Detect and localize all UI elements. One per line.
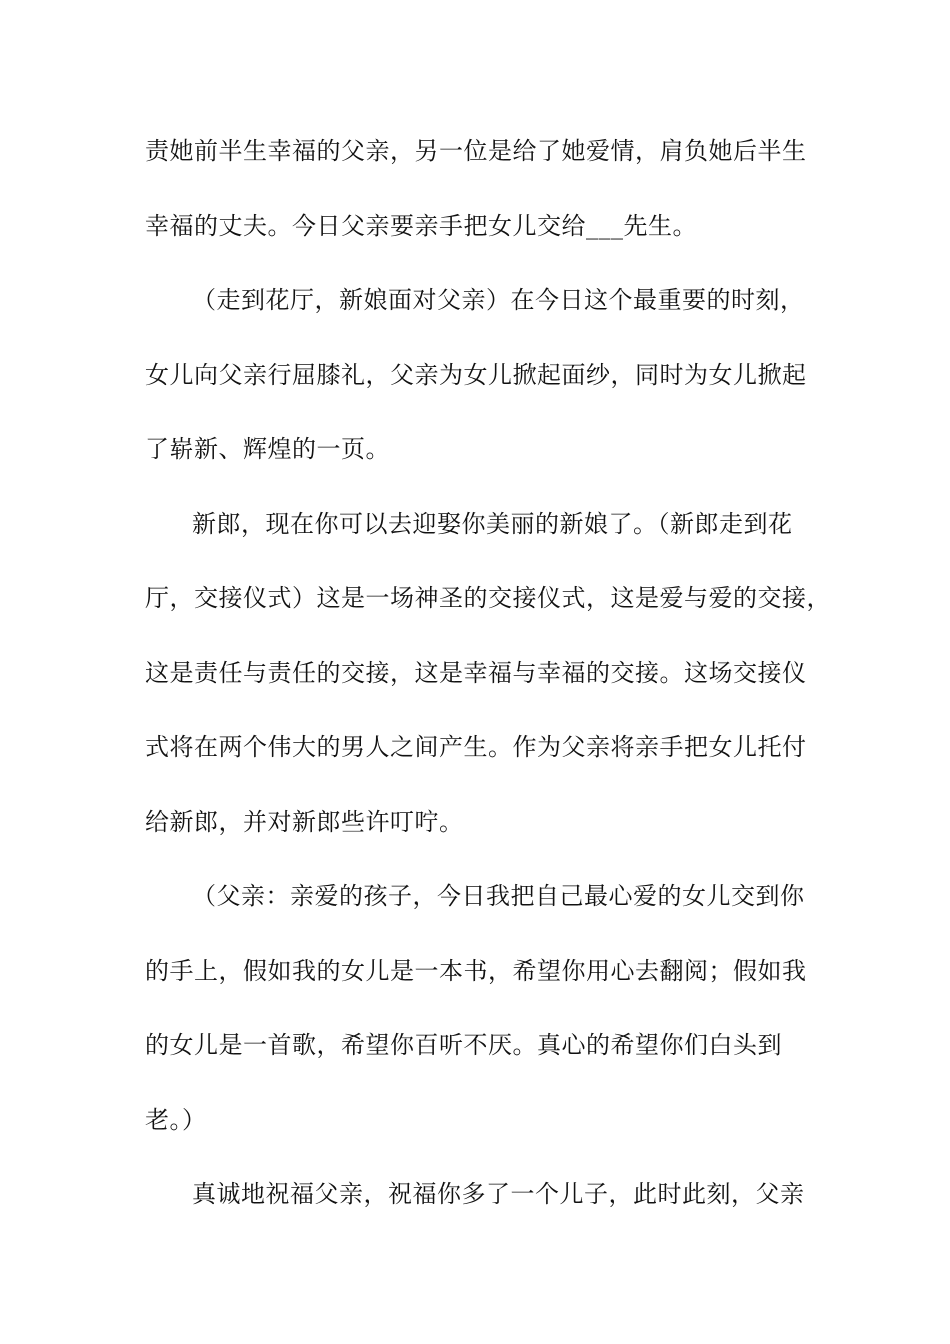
- text-line: 老。）: [145, 1106, 207, 1134]
- text-line: 给新郎，并对新郎些许叮咛。: [145, 808, 464, 836]
- text-line: 的手上，假如我的女儿是一本书，希望你用心去翻阅；假如我: [145, 957, 807, 985]
- text-line: 真诚地祝福父亲，祝福你多了一个儿子，此时此刻，父亲: [192, 1180, 805, 1208]
- text-line: 责她前半生幸福的父亲，另一位是给了她爱情，肩负她后半生: [145, 137, 807, 165]
- text-line: 厅，交接仪式）这是一场神圣的交接仪式，这是爱与爱的交接，: [145, 584, 831, 612]
- text-line: 的女儿是一首歌，希望你百听不厌。真心的希望你们白头到: [145, 1031, 782, 1059]
- text-line: 幸福的丈夫。今日父亲要亲手把女儿交给___先生。: [145, 212, 697, 240]
- text-line: 女儿向父亲行屈膝礼，父亲为女儿掀起面纱，同时为女儿掀起: [145, 361, 807, 389]
- text-line: 新郎，现在你可以去迎娶你美丽的新娘了。（新郎走到花: [192, 510, 793, 538]
- text-line: 式将在两个伟大的男人之间产生。作为父亲将亲手把女儿托付: [145, 733, 807, 761]
- text-line: （父亲：亲爱的孩子，今日我把自己最心爱的女儿交到你: [192, 882, 805, 910]
- text-line: 这是责任与责任的交接，这是幸福与幸福的交接。这场交接仪: [145, 659, 807, 687]
- text-line: 了崭新、辉煌的一页。: [145, 435, 390, 463]
- text-line: （走到花厅，新娘面对父亲）在今日这个最重要的时刻，: [192, 286, 805, 314]
